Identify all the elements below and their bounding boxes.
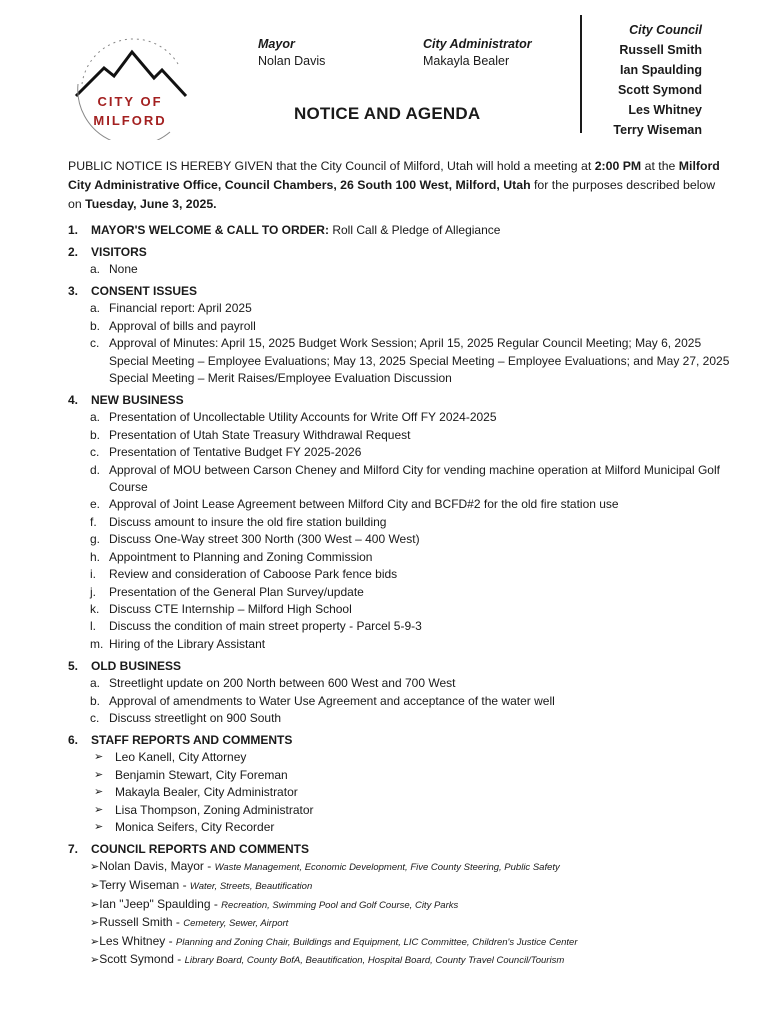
item-marker: a. [90,410,101,425]
meeting-time: 2:00 PM [594,159,642,173]
item-text: Discuss CTE Internship – Milford High School [109,601,352,616]
list-item [68,896,738,915]
administrator-block [423,36,532,70]
item-marker: b. [90,318,101,333]
mayor-block [258,36,325,70]
section-new-business [68,392,738,653]
administrator-role: City Administrator [423,37,532,51]
section-number: 3. [68,284,79,299]
item-text: Streetlight update on 200 North between 600 West and 700 West [109,676,456,691]
section-council-reports [68,841,738,970]
list-item [68,675,738,692]
item-marker: e. [90,497,101,512]
section-consent [68,283,738,387]
council-member: Les Whitney [628,103,702,117]
council-member-name: Russell Smith - [99,915,180,930]
section-old-business [68,658,738,727]
item-marker: d. [90,462,101,477]
notice-text: PUBLIC NOTICE IS HEREBY GIVEN that the City Council of Milford, Utah will hold a meeting at [68,159,595,173]
item-marker: l. [90,619,96,634]
item-marker: a. [90,262,101,276]
section-number: 5. [68,659,79,674]
list-item [68,710,738,727]
item-marker: a. [90,301,101,316]
council-assignments: Cemetery, Sewer, Airport [183,918,289,930]
item-text: Monica Seifers, City Recorder [115,819,275,834]
mayor-role: Mayor [258,37,295,51]
item-text: Presentation of the General Plan Survey/update [109,584,364,599]
council-assignments: Waste Management, Economic Development, Five County Steering, Public Safety [214,862,560,874]
council-assignments: Recreation, Swimming Pool and Golf Course, City Parks [221,899,459,911]
item-marker: c. [90,445,100,460]
list-item [68,618,738,635]
list-item [68,858,738,877]
item-marker: c. [90,336,100,351]
council-member-name: Ian "Jeep" Spaulding - [99,896,218,911]
item-text: Approval of Joint Lease Agreement between Milford City and BCFD#2 for the old fire station use [109,497,619,512]
item-marker: a. [90,676,101,691]
section-title: OLD BUSINESS [91,659,182,674]
logo-line2: MILFORD [93,113,167,128]
section-number: 7. [68,842,79,857]
city-logo [70,24,192,140]
notice-text: at the [641,159,679,173]
item-marker: c. [90,710,100,725]
item-marker: g. [90,532,101,547]
item-text: Review and consideration of Caboose Park fence bids [109,567,398,582]
council-role: City Council [629,23,702,37]
item-text: Financial report: April 2025 [109,301,252,316]
logo-line1: CITY OF [97,94,163,109]
list-item [68,531,738,548]
item-text: Approval of amendments to Water Use Agreement and acceptance of the water well [109,693,555,708]
list-item [68,951,738,970]
council-assignments: Water, Streets, Beautification [189,880,313,892]
administrator-name: Makayla Bealer [423,54,510,68]
council-list [613,20,702,140]
item-marker: b. [90,693,101,708]
list-item [68,819,738,836]
list-item [68,444,738,461]
mayor-name: Nolan Davis [258,54,326,68]
list-item [68,409,738,426]
list-item [68,693,738,710]
council-member-name: Nolan Davis, Mayor - [99,859,212,874]
item-text: Approval of MOU between Carson Cheney and Milford City for vending machine operation at Milford Municipal Golf Course [109,462,720,495]
council-member: Ian Spaulding [620,63,702,77]
section-welcome [68,222,738,239]
list-item [68,749,738,766]
section-visitors [68,244,738,278]
council-assignments: Library Board, County BofA, Beautification, Hospital Board, County Travel Council/Tourism [184,955,565,967]
list-item [68,566,738,583]
notice-text: for the purposes described below on [68,178,716,211]
list-item [68,584,738,601]
arrow-bullet-icon: ➢ [94,820,104,833]
council-assignments: Planning and Zoning Chair, Buildings and Equipment, LIC Committee, Children's Justice Center [175,936,578,948]
section-number: 2. [68,245,79,259]
arrow-bullet-icon: ➢ [90,898,100,911]
item-text: Approval of bills and payroll [109,318,256,333]
item-text: Presentation of Tentative Budget FY 2025-2026 [109,445,362,460]
section-title: MAYOR'S WELCOME & CALL TO ORDER: [91,223,329,237]
header-divider [580,15,582,133]
item-text: Leo Kanell, City Attorney [115,750,247,765]
arrow-bullet-icon: ➢ [90,935,100,948]
item-marker: m. [90,636,104,651]
item-text: Lisa Thompson, Zoning Administrator [115,802,314,817]
item-marker: h. [90,549,101,564]
section-title: STAFF REPORTS AND COMMENTS [91,733,293,748]
list-item [68,636,738,653]
arrow-bullet-icon: ➢ [90,879,100,892]
list-item [68,300,738,317]
arrow-bullet-icon: ➢ [90,954,100,967]
list-item [68,601,738,618]
list-item [68,335,738,387]
council-member: Scott Symond [617,83,702,97]
item-text: Discuss amount to insure the old fire station building [109,514,387,529]
item-text: Makayla Bealer, City Administrator [115,785,298,800]
list-item [68,784,738,801]
arrow-bullet-icon: ➢ [90,861,100,874]
council-member-name: Les Whitney - [99,933,173,948]
page-title: NOTICE AND AGENDA [294,104,481,123]
item-text: Presentation of Uncollectable Utility Accounts for Write Off FY 2024-2025 [109,410,497,425]
list-item [68,318,738,335]
agenda [68,222,738,975]
list-item [68,462,738,497]
list-item [68,802,738,819]
section-title: VISITORS [91,245,147,259]
section-title: NEW BUSINESS [91,393,184,408]
list-item [68,514,738,531]
arrow-bullet-icon: ➢ [94,786,104,799]
item-text: Hiring of the Library Assistant [109,636,266,651]
list-item [68,877,738,896]
council-member: Terry Wiseman [613,123,702,137]
arrow-bullet-icon: ➢ [90,917,100,930]
item-marker: b. [90,427,101,442]
list-item [68,914,738,933]
item-text: Discuss the condition of main street property - Parcel 5-9-3 [109,619,422,634]
list-item [68,767,738,784]
list-item [68,933,738,952]
section-number: 1. [68,223,79,237]
section-title: COUNCIL REPORTS AND COMMENTS [91,842,310,857]
meeting-location: Milford City Administrative Office, Council Chambers, 26 South 100 West, Milford, Utah [68,159,720,192]
item-marker: k. [90,601,100,616]
arrow-bullet-icon: ➢ [94,751,104,764]
item-text: Approval of Minutes: April 15, 2025 Budget Work Session; April 15, 2025 Regular Council Meeting; May 6, 2025 Special Meeting – Employee Evaluations; May 13, 2025 Special Meeting – Employee Evaluations; and May 27, 2025 Special Meeting – Merit Raises/Employee Evaluation Discussion [109,336,730,386]
list-item [68,427,738,444]
item-marker: i. [90,567,96,582]
arrow-bullet-icon: ➢ [94,803,104,816]
item-text: Appointment to Planning and Zoning Commission [109,549,373,564]
item-text: Discuss One-Way street 300 North (300 West – 400 West) [109,532,420,547]
section-number: 4. [68,393,79,408]
list-item [68,496,738,513]
item-text: None [109,262,138,276]
council-member: Russell Smith [619,43,702,57]
item-text: Benjamin Stewart, City Foreman [115,767,288,782]
item-marker: f. [90,514,97,529]
arrow-bullet-icon: ➢ [94,768,104,781]
section-number: 6. [68,733,79,748]
item-text: Discuss streetlight on 900 South [109,710,282,725]
item-marker: j. [90,584,96,599]
list-item [68,261,738,278]
section-staff-reports [68,732,738,836]
meeting-date: Tuesday, June 3, 2025. [85,197,217,211]
list-item [68,549,738,566]
council-member-name: Terry Wiseman - [99,877,187,892]
section-title: CONSENT ISSUES [91,284,198,299]
item-text: Presentation of Utah State Treasury Withdrawal Request [109,427,411,442]
section-text: Roll Call & Pledge of Allegiance [332,223,501,237]
council-member-name: Scott Symond - [99,952,182,967]
public-notice-paragraph [68,157,728,214]
mountain-logo-icon [70,24,192,140]
